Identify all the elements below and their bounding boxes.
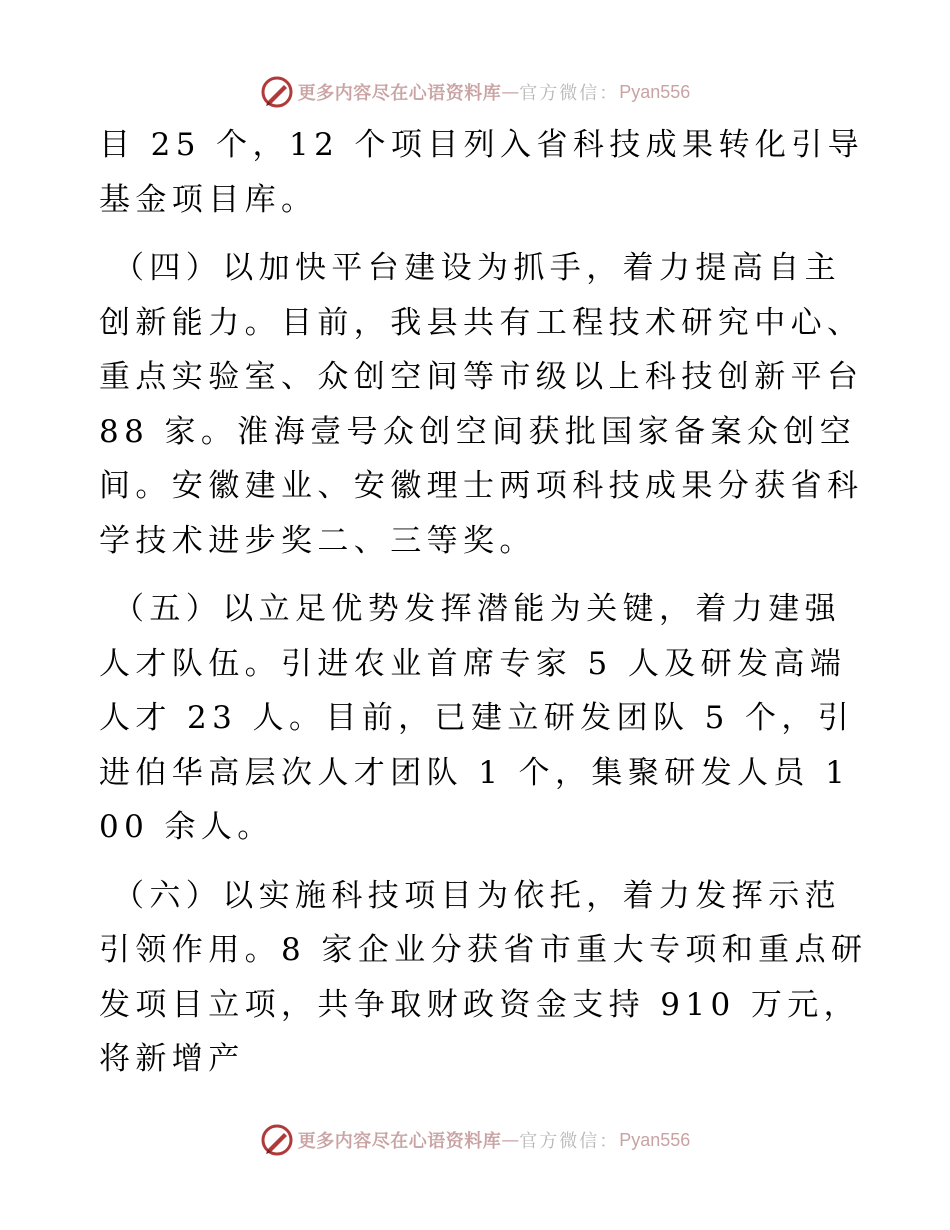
watermark-official-label: 官方微信： [519, 1131, 620, 1152]
watermark-main-text: 更多内容尽在心语资料库 [297, 1131, 502, 1152]
pen-logo-icon [260, 75, 294, 109]
watermark-account-id: Pyan556 [619, 1129, 691, 1150]
paragraph-section-five: （五）以立足优势发挥潜能为关键，着力建强人才队伍。引进农业首席专家 5 人及研发高端人才 23 人。目前，已建立研发团队 5 个，引进伯华高层次人才团队 1 个，集聚研发人员 100 余人。 [99, 591, 855, 845]
watermark-dash: — [501, 1129, 520, 1151]
paragraph-continuation: 目 25 个，12 个项目列入省科技成果转化引导基金项目库。 [99, 127, 865, 218]
paragraph-section-six: （六）以实施科技项目为依托，着力发挥示范引领作用。8 家企业分获省市重大专项和重点研发项目立项，共争取财政资金支持 910 万元，将新增产 [99, 877, 868, 1077]
footer-watermark [0, 1120, 950, 1160]
header-watermark [0, 72, 950, 112]
document-body [99, 118, 869, 1087]
watermark-main-text: 更多内容尽在心语资料库 [297, 83, 502, 104]
watermark-account-id: Pyan556 [619, 81, 691, 102]
watermark-official-label: 官方微信： [519, 83, 620, 104]
pen-logo-icon [260, 1123, 294, 1157]
watermark-dash: — [501, 81, 520, 103]
paragraph-section-four: （四）以加快平台建设为抓手，着力提高自主创新能力。目前，我县共有工程技术研究中心、重点实验室、众创空间等市级以上科技创新平台 88 家。淮海壹号众创空间获批国家备案众创空间。安徽建业、安徽理士两项科技成果分获省科学技术进步奖二、三等奖。 [99, 250, 864, 559]
